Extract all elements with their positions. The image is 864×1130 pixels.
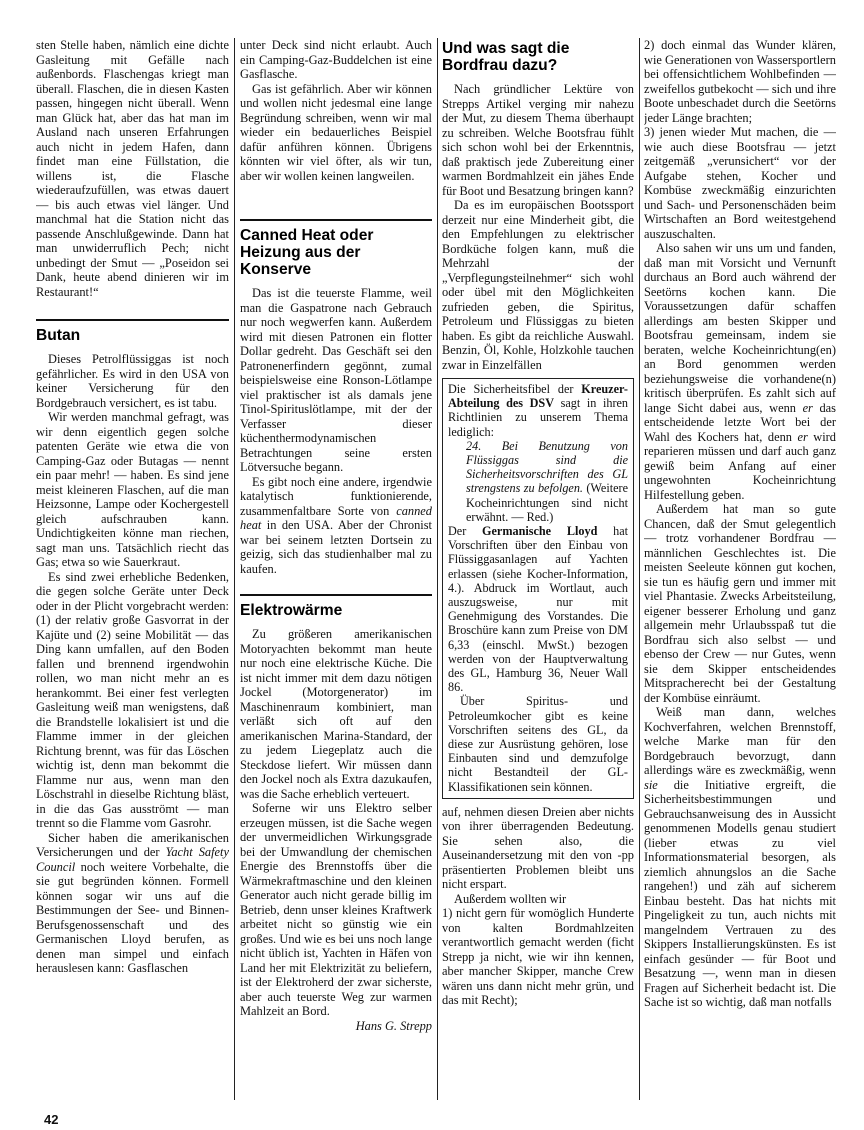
text-run: hat Vorschriften über den Einbau von Flüssiggasanlagen auf Yachten erlassen (siehe Kocher-Information, 4.). Abdruck im Wortlaut, auch auszugsweise, nur mit Genehmigung des Vorstandes. Die Broschüre kann zum Preise von DM 6,33 (einschl. MwSt.) bezogen werden von der Hauptverwaltung des GL, Hamburg 36, Neuer Wall 86. — [448, 524, 628, 695]
column-3 — [442, 38, 634, 1110]
heading-bordfrau: Und was sagt die Bordfrau dazu? — [442, 40, 570, 74]
column-4 — [644, 38, 836, 1110]
text-run: sagt in ihren Richtlinien zu unserem Thema lediglich: — [448, 396, 629, 439]
column-1 — [36, 38, 229, 1110]
col4-paragraph-5 — [644, 705, 836, 1010]
text-run: Weiß man dann, welches Kochverfahren, welchen Brennstoff, welche Marke man für den Bordgebrauch bevorzugt, dann allerdings wäre es zweckmäßig, wenn — [644, 705, 836, 777]
col4-paragraph-3 — [644, 241, 836, 502]
text-run: das entscheidende letzte Wort bei der Wahl des Kochers hat, denn — [644, 400, 836, 444]
text-run: wird reparieren müssen und darf auch ganz gewiß beim Anfang auf einer ungewohnten Kocheinrichtung Hilfestellung geben. — [644, 429, 836, 502]
heading-elektrowaerme: Elektrowärme — [240, 602, 343, 619]
heading-rule — [240, 219, 432, 221]
column-divider — [639, 38, 640, 1100]
text-run: Sicher haben die amerikanischen Versicherungen und der — [36, 830, 229, 859]
col3-paragraph-1: Nach gründlicher Lektüre von Strepps Artikel verging mir nahezu der Mut, zu diesem Thema überhaupt zu schreiben. Welche Bootsfrau fühlt sich schon wohl bei der Erkenntnis, daß praktisch jede Zubereitung einer warmen Bordmahlzeit ein jähes Ende für Boot und Besatzung bringen kann? — [442, 82, 634, 198]
col3-paragraph-5: 1) nicht gern für womöglich Hunderte von kalten Bordmahlzeiten verantwortlich gemacht werden (ficht Strepp ja nicht, wie wir ihn kennen, aber mancher Skipper, manche Crew wären uns dann nicht mehr grün, und das mit Recht); — [442, 906, 634, 1008]
box-gl — [448, 524, 628, 694]
col1-paragraph-4: Es sind zwei erhebliche Bedenken, die gegen solche Geräte unter Deck oder in der Plicht vorgebracht werden: (1) der relativ große Gasvorrat in der Kajüte und (2) seine Mobilität — das Ding kann umfallen, auf den Boden fallen und brennend irgendwohin rollen, wo man nicht mehr an es herankommt. Bei einer fest verlegten Gasleitung weiß man wenigstens, daß die Brandstelle lokalisiert ist und die Flamme immer in der gleichen Richtung brennt, was für das Löschen wichtig ist, denn man bekommt die Flamme nur aus, wenn man den Löschstrahl in dieselbe Richtung bläst, in die das Gas ausströmt — man trennt so die Flamme vom Gasrohr. — [36, 569, 229, 830]
author-signature: Hans G. Strepp — [355, 1018, 432, 1033]
text-run: Die Sicherheitsfibel der — [448, 382, 582, 396]
text-run-italic: sie — [644, 777, 658, 792]
info-box — [442, 378, 634, 799]
text-run-bold: Germanische Lloyd — [482, 524, 598, 539]
text-run-italic: er — [797, 429, 808, 444]
col1-paragraph-2: Dieses Petrolflüssiggas ist noch gefährlicher. Es wird in den USA von keiner Versicherung für den Bordgebrauch versichert, es ist tabu. — [36, 352, 229, 410]
col2-paragraph-2: Gas ist gefährlich. Aber wir können und wollen nicht jedesmal eine lange Begründung schreiben, wenn wir mal wieder ein bedauerliches Beispiel dafür anführen können. Übrigens könnten wir viel öfter, als wir tun, aber wir wollen keinen langweilen. — [240, 81, 432, 183]
column-2 — [240, 38, 432, 1110]
col3-paragraph-2: Da es im europäischen Bootssport derzeit nur eine Minderheit gibt, die den Empfehlungen zu elektrischer Bordküche folgen kann, muß die Mehrzahl der „Verpflegungsteilnehmer“ sich wohl oder übel mit den Möglichkeiten zufrieden geben, die Spiritus, Petroleum und Flüssiggas zu bieten haben. Es gibt da reichliche Auswahl. Benzin, Öl, Kohle, Holzkohle tauchen zwar in Einzelfällen — [442, 198, 634, 372]
box-spiritus: Über Spiritus- und Petroleumkocher gibt es keine Vorschriften seitens des GL, da diese zur Ausrüstung gehören, lose Einbauten sind und demzufolge nicht Bestandteil der GL-Klassifikationen sein können. — [448, 694, 628, 794]
text-run: Der — [448, 524, 483, 539]
col1-paragraph-1: sten Stelle haben, nämlich eine dichte Gasleitung mit Gefälle nach außenbords. Flaschengas kriegt man überall. Flaschen, die in diesen Kasten passen, hingegen nicht überall. Wenn man Glück hat, aber das hat man im Ausland nach unseren Erfahrungen auch nicht in jedem Hafen, dann findet man eine Füllstation, die willens ist, die Flasche wiederaufzufüllen, was etwas dauert — bis auch etwas viel länger. Und manchmal hat die Station nicht das passende Anschlußgewinde. Dann hat man unwiderruflich Pech; nicht unbedingt der Smut — „Poseidon sei Dank, heute abend dinieren wir im Restaurant!“ — [36, 38, 229, 299]
text-run: Es gibt noch eine andere, irgendwie katalytisch funktionierende, zusammenfaltbare Sorte von — [240, 474, 432, 518]
text-run-italic: canned heat — [240, 503, 432, 532]
col1-paragraph-5 — [36, 831, 229, 976]
col4-paragraph-2: 3) jenen wieder Mut machen, die — wie auch diese Bootsfrau — jetzt zeitgemäß „verunsichert“ vor der Aufgabe stehen, Kocher und Kombüse zweckmäßig einzurichten und Sach- und Personenschäden beim Wirtschaften an Bord weitestgehend auszuschalten. — [644, 125, 836, 241]
text-run-italic: er — [802, 400, 813, 415]
text-run-italic: 24. Bei Benutzung von Flüssiggas sind die Sicherheitsvorschriften des GL strengstens zu befolgen. — [466, 438, 628, 496]
text-run: (Weitere Kocheinrichtungen sind nicht erwähnt. — Red.) — [466, 481, 628, 524]
heading-rule — [240, 594, 432, 596]
heading-canned-heat: Canned Heat oder Heizung aus der Konserve — [240, 227, 374, 278]
col2-paragraph-5: Zu größeren amerikanischen Motoryachten bekommt man heute nur noch eine elektrische Küche. Die ist nicht immer mit dem dazu nötigen Jockel (Motorgenerator) im Maschinenraum kombiniert, man verläßt sich oft auf den amerikanischen Marina-Standard, der zu jedem Liegeplatz auch die Steckdose liefert. Wir müssen dann den Jockel noch als Extra dazukaufen, was die Sache erheblich verteuert. — [240, 627, 432, 801]
col3-paragraph-3: auf, nehmen diesen Dreien aber nichts von ihrer überragenden Bedeutung. Sie sehen also, die Auseinandersetzung mit den von -pp präsentierten Problemen bleibt uns nicht erspart. — [442, 804, 634, 892]
col4-paragraph-1: 2) doch einmal das Wunder klären, wie Generationen von Wassersportlern bei offensichtlichem Wohlbefinden — zweifellos gutbekocht — sich und ihre Boote unbeschadet durch die Seetörns jeder Länge brachten; — [644, 38, 836, 125]
col2-paragraph-6: Soferne wir uns Elektro selber erzeugen müssen, ist die Sache wegen der unvermeidlichen Wirkungsgrade bei der Umwandlung der chemischen Energie des Brennstoffs über die Wärmekraftmaschine und den kleinen Generator auch nicht gerade billig im Betrieb, denn unser kleines Kraftwerk arbeitet nicht so günstig wie ein großes. Und wie es bei uns noch lange nicht üblich ist, Yachten in Häfen von Land her mit Elektrizität zu beliefern, ist der Elektroherd der zwar sicherste, aber auch teuerste Weg zur warmen Mahlzeit an Bord. — [240, 801, 432, 1018]
text-run: in den USA. Aber der Chronist war bei seinem letzten Dortsein zu geizig, sich das studienhalber mal zu kaufen. — [240, 518, 432, 576]
text-run: Also sahen wir uns um und fanden, daß man mit Vorsicht und Vernunft durchaus an Bord auch während der Seetörns kochen kann. Die Voraussetzungen dafür schaffen allerdings am besten Skipper und Bootsfrau gemeinsam, indem sie beraten, welche Kocheinrichtung(en) an Bord genommen werden beziehungsweise die vorhandene(n) kritisch überprüfen. Es zahlt sich auf lange Sicht dabei aus, wenn — [644, 241, 836, 415]
col2-paragraph-1: unter Deck sind nicht erlaubt. Auch ein Camping-Gaz-Buddelchen ist eine Gasflasche. — [240, 38, 432, 81]
box-quote — [448, 439, 628, 524]
text-run-bold: Kreuzer-Abteilung des DSV — [448, 382, 628, 411]
page-number: 42 — [44, 1112, 59, 1127]
col2-paragraph-3: Das ist die teuerste Flamme, weil man die Gaspatrone nach Gebrauch nur noch wegwerfen kann. Außerdem wird mit diesen Patronen ein flotter Dollar gedreht. Das Geschäft sei den Patronenerfindern gegönnt, zumal beispielsweise eine Ronson-Lötlampe viel praktischer ist als damals jene Tinol-Spirituslötlampe, mit der der Verfasser dieser küchenthermodynamischen Betrachtungen seine ersten Lötversuche begann. — [240, 286, 432, 474]
column-divider — [234, 38, 235, 1100]
column-divider — [437, 38, 438, 1100]
heading-rule — [36, 319, 229, 321]
col1-paragraph-3: Wir werden manchmal gefragt, was wir denn eigentlich gegen solche patenten Geräte wie etwa die von Camping-Gaz oder Butagas — nennt ein paar mehr! — haben. Es sind jene meist kleineren Flaschen, auf die man Heizsonne, Lampe oder Kochergestell gleich aufschrauben kann. Undichtigkeiten könne man riechen, sagt man uns. Tatsächlich riecht das Gas; etwa so wie Sauerkraut. — [36, 410, 229, 569]
text-run: noch weitere Vorbehalte, die sie gut begründen können. Formell können sogar wir uns auf die Bestimmungen der See- und Binnen-Berufsgenossenschaft und des Germanischen Lloyd berufen, as denen man simpel und einfach herauslesen kann: Gasflaschen — [36, 859, 229, 975]
heading-butan: Butan — [36, 327, 81, 344]
col4-paragraph-4: Außerdem hat man so gute Chancen, daß der Smut gelegentlich — trotz vorhandener Bordfrau — männlichen Geschlechtes ist. Die meisten Seeleute können gut kochen, sie tun es häufig gern und immer mit viel Phantasie. Zwecks Arbeitsteilung, eigener besserer Erholung und ganz allgemein mehr Urlaubsspaß tut die Bordfrau sich also selbst — und ebenso der Crew — nur Gutes, wenn sie dem Skipper entscheidendes Mitspracherecht bei der Gestaltung der Kombüse einräumt. — [644, 502, 836, 705]
text-run-italic: Yacht Safety Council — [36, 845, 229, 874]
col3-paragraph-4: Außerdem wollten wir — [454, 891, 567, 906]
box-intro — [448, 382, 628, 439]
text-run: die Initiative ergreift, die Sicherheitsbestimmungen und Gebrauchsanweisung des in Aussicht genommenen Modells genau studiert (lieber etwas zu viel Informationsmaterial besorgen, als ziemlich ahnungslos an die Sache rangehen!) und zäh auf sicherem Einbau besteht. Das hat nichts mit Pingeligkeit zu tun, auch nichts mit mangelndem Vertrauen zu des Skippers Installierungskünsten. Es ist einfach gesünder — für Boot und Besatzung —, wenn man in diesen Fragen auf Sicherheit bedacht ist. Die Sache ist so wichtig, daß man notfalls — [644, 777, 836, 1009]
col2-paragraph-4 — [240, 475, 432, 577]
